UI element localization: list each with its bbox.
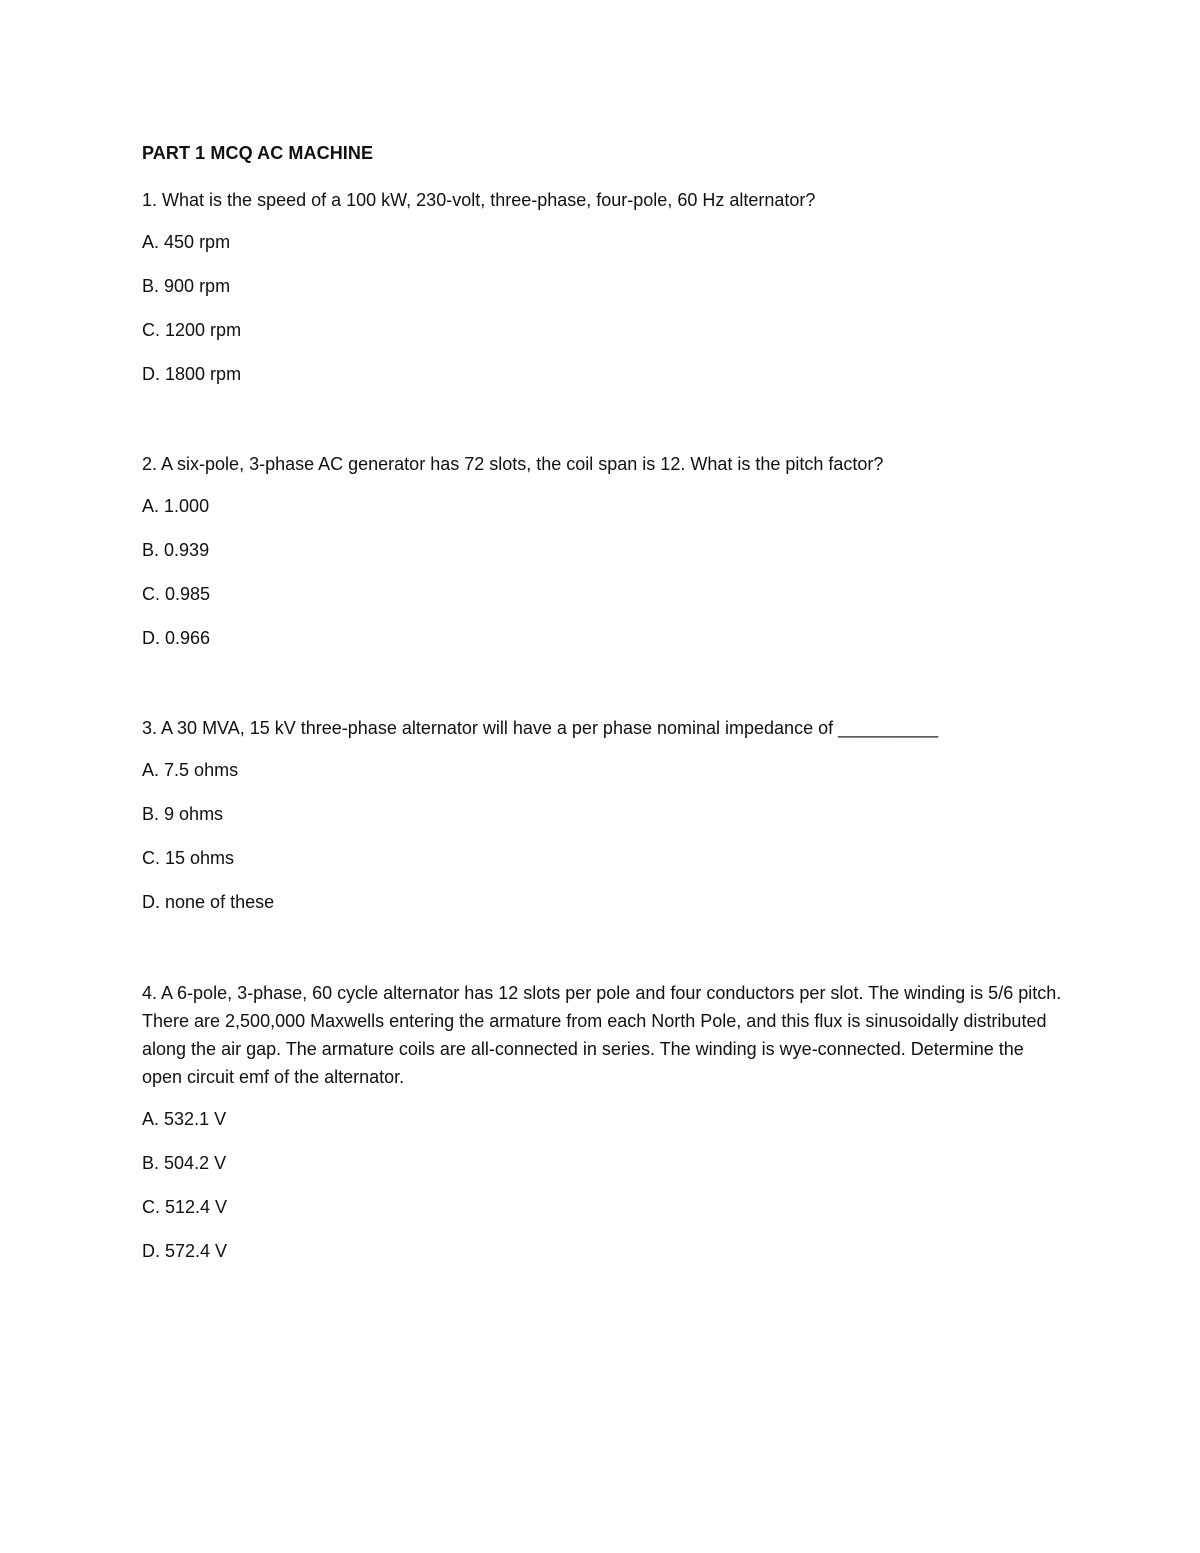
answer-option-a[interactable] [142, 758, 1062, 782]
answer-option-c[interactable] [142, 846, 1062, 870]
option-text: 9 ohms [164, 804, 224, 824]
question-text [142, 450, 1062, 478]
option-text: 450 rpm [164, 232, 231, 252]
answer-option-a[interactable] [142, 494, 1062, 518]
question-2 [142, 450, 1062, 670]
question-text [142, 979, 1062, 1091]
question-number: 1. [142, 190, 158, 210]
option-letter: C. [142, 584, 160, 604]
answer-options [142, 1107, 1062, 1263]
question-body: A six-pole, 3-phase AC generator has 72 slots, the coil span is 12. What is the pitch factor? [161, 454, 884, 474]
option-letter: D. [142, 1241, 160, 1261]
option-letter: A. [142, 760, 160, 780]
option-letter: C. [142, 320, 160, 340]
option-text: 0.966 [165, 628, 211, 648]
question-text [142, 714, 1062, 742]
option-text: 572.4 V [165, 1241, 228, 1261]
option-letter: C. [142, 1197, 160, 1217]
answer-option-c[interactable] [142, 1195, 1062, 1219]
option-letter: C. [142, 848, 160, 868]
option-letter: A. [142, 496, 160, 516]
question-number: 2. [142, 454, 158, 474]
option-text: 0.939 [164, 540, 210, 560]
option-letter: A. [142, 232, 160, 252]
answer-option-d[interactable] [142, 890, 1062, 914]
question-text [142, 186, 1062, 214]
option-letter: D. [142, 628, 160, 648]
option-text: none of these [165, 892, 275, 912]
question-1 [142, 186, 1062, 406]
answer-option-c[interactable] [142, 582, 1062, 606]
option-letter: A. [142, 1109, 160, 1129]
option-letter: B. [142, 540, 160, 560]
question-number: 3. [142, 718, 158, 738]
document-title: PART 1 MCQ AC MACHINE [142, 143, 374, 163]
option-letter: D. [142, 364, 160, 384]
option-text: 7.5 ohms [164, 760, 239, 780]
option-letter: B. [142, 1153, 160, 1173]
option-letter: B. [142, 276, 160, 296]
option-text: 532.1 V [164, 1109, 227, 1129]
answer-options [142, 230, 1062, 386]
question-body: What is the speed of a 100 kW, 230-volt, three-phase, four-pole, 60 Hz alternator? [162, 190, 816, 210]
question-body: A 30 MVA, 15 kV three-phase alternator will have a per phase nominal impedance of __________ [161, 718, 939, 738]
answer-option-d[interactable] [142, 626, 1062, 650]
option-letter: B. [142, 804, 160, 824]
answer-option-d[interactable] [142, 1239, 1062, 1263]
answer-option-c[interactable] [142, 318, 1062, 342]
question-body: A 6-pole, 3-phase, 60 cycle alternator has 12 slots per pole and four conductors per slot. The winding is 5/6 pitch. There are 2,500,000 Maxwells entering the armature from each North Pole, and this flux is sinusoidally distributed along the air gap. The armature coils are all-connected in series. The winding is wye-connected. Determine the open circuit emf of the alternator. [142, 983, 1062, 1087]
option-text: 900 rpm [164, 276, 231, 296]
answer-option-b[interactable] [142, 538, 1062, 562]
answer-option-b[interactable] [142, 802, 1062, 826]
answer-option-b[interactable] [142, 274, 1062, 298]
option-letter: D. [142, 892, 160, 912]
question-4 [142, 979, 1062, 1283]
answer-option-d[interactable] [142, 362, 1062, 386]
option-text: 15 ohms [165, 848, 235, 868]
option-text: 1800 rpm [165, 364, 242, 384]
question-3 [142, 714, 1062, 934]
answer-options [142, 758, 1062, 914]
option-text: 1.000 [164, 496, 210, 516]
option-text: 0.985 [165, 584, 211, 604]
option-text: 512.4 V [165, 1197, 228, 1217]
answer-option-b[interactable] [142, 1151, 1062, 1175]
option-text: 1200 rpm [165, 320, 242, 340]
option-text: 504.2 V [164, 1153, 227, 1173]
question-number: 4. [142, 983, 158, 1003]
answer-options [142, 494, 1062, 650]
answer-option-a[interactable] [142, 1107, 1062, 1131]
answer-option-a[interactable] [142, 230, 1062, 254]
